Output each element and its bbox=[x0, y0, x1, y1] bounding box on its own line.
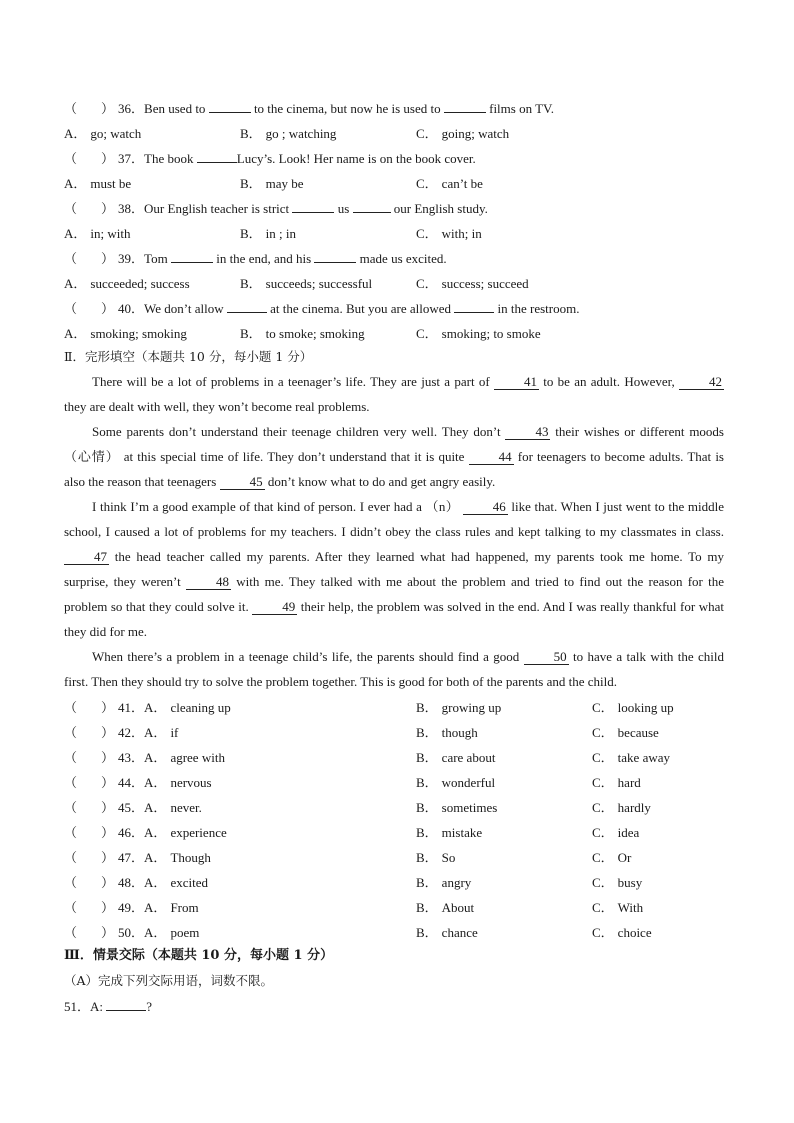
option-a[interactable] bbox=[144, 725, 178, 740]
question-number: 39 bbox=[118, 251, 132, 266]
option-text: go ; watching bbox=[265, 126, 337, 141]
cloze-text: they are dealt with well, they won’t become real problems. bbox=[64, 399, 370, 414]
option-c[interactable] bbox=[416, 326, 541, 342]
answer-blank[interactable] bbox=[444, 101, 486, 113]
option-a[interactable] bbox=[144, 925, 199, 940]
option-a[interactable] bbox=[144, 900, 199, 915]
cloze-text: their help, the problem was solved in the end. And I was really thankful for what they did for me. bbox=[64, 599, 724, 639]
option-text: never. bbox=[170, 800, 202, 815]
question-stem-part: our English study. bbox=[390, 201, 488, 216]
option-letter: C． bbox=[592, 750, 614, 765]
question-number: 40 bbox=[118, 301, 132, 316]
option-letter: A． bbox=[144, 775, 167, 790]
answer-paren-open[interactable]: （ bbox=[64, 151, 78, 166]
option-letter: C． bbox=[416, 176, 438, 191]
cloze-text: Some parents don’t understand their teenage children very well. They don’t bbox=[92, 424, 506, 439]
cloze-text: like that. When I just went to the middle school, I caused a lot of problems for my teachers. I didn’t obey the class rules and kept talking to my classmates in class. bbox=[64, 499, 724, 539]
answer-paren-close[interactable]: ） bbox=[101, 825, 115, 840]
question-stem-part: Tom bbox=[144, 251, 171, 266]
question-mark: ? bbox=[146, 999, 153, 1014]
option-text: nervous bbox=[170, 775, 212, 790]
answer-paren-close[interactable]: ） bbox=[101, 101, 115, 116]
answer-paren-open[interactable]: （ bbox=[64, 101, 78, 116]
option-letter: A． bbox=[64, 126, 87, 141]
option-c[interactable] bbox=[592, 900, 643, 916]
option-letter: C． bbox=[592, 825, 614, 840]
option-text: Though bbox=[170, 850, 211, 865]
answer-paren-open[interactable]: （ bbox=[64, 750, 78, 765]
option-text: care about bbox=[441, 750, 496, 765]
answer-paren-open[interactable]: （ bbox=[64, 700, 78, 715]
option-a[interactable] bbox=[144, 825, 227, 840]
speaker-label: A: bbox=[90, 999, 107, 1014]
question-number: 49 bbox=[118, 900, 132, 915]
cloze-blank-45[interactable]: 45 bbox=[220, 475, 265, 490]
option-letter: B． bbox=[416, 875, 438, 890]
option-a[interactable] bbox=[144, 850, 211, 865]
answer-blank[interactable] bbox=[292, 201, 334, 213]
answer-blank[interactable] bbox=[106, 999, 146, 1011]
option-b[interactable] bbox=[240, 326, 365, 342]
cloze-option-row bbox=[64, 825, 227, 841]
cloze-option-row bbox=[64, 725, 178, 741]
question-number: 37 bbox=[118, 151, 132, 166]
question-row bbox=[64, 151, 476, 167]
option-letter: B． bbox=[416, 825, 438, 840]
question-number: 44 bbox=[118, 775, 132, 790]
option-b[interactable] bbox=[240, 276, 372, 292]
question-number: 38 bbox=[118, 201, 132, 216]
cloze-text: When there’s a problem in a teenage child’s life, the parents should find a good bbox=[92, 649, 524, 664]
option-c[interactable] bbox=[592, 750, 670, 766]
question-stem-part: us bbox=[334, 201, 353, 216]
option-letter: B． bbox=[240, 176, 262, 191]
option-b[interactable] bbox=[416, 875, 471, 891]
answer-paren-close[interactable]: ） bbox=[101, 750, 115, 765]
question-number: 36 bbox=[118, 101, 132, 116]
question-number: 48 bbox=[118, 875, 132, 890]
answer-paren-open[interactable]: （ bbox=[64, 725, 78, 740]
question-row bbox=[64, 251, 447, 267]
question-stem-part: Our English teacher is strict bbox=[144, 201, 293, 216]
option-letter: A． bbox=[144, 800, 167, 815]
cloze-option-row bbox=[64, 750, 225, 766]
option-text: must be bbox=[90, 176, 132, 191]
option-letter: A． bbox=[144, 725, 167, 740]
option-b[interactable] bbox=[416, 725, 478, 741]
question-stem-part: to the cinema, but now he is used to bbox=[250, 101, 444, 116]
option-letter: A． bbox=[144, 875, 167, 890]
answer-paren-close[interactable]: ） bbox=[101, 725, 115, 740]
section-3-title: Ⅲ．情景交际（本题共 10 分，每小题 1 分） bbox=[64, 948, 334, 963]
number-dot: ． bbox=[131, 750, 145, 765]
number-dot: ． bbox=[131, 151, 145, 166]
option-text: Or bbox=[617, 850, 632, 865]
option-text: smoking; to smoke bbox=[441, 326, 541, 341]
option-text: success; succeed bbox=[441, 276, 529, 291]
cloze-text: with me. They talked with me about the problem and tried to find out the reason for the problem so that they could solve it. bbox=[64, 574, 724, 614]
option-text: busy bbox=[617, 875, 643, 890]
number-dot: ． bbox=[131, 850, 145, 865]
answer-paren-open[interactable]: （ bbox=[64, 825, 78, 840]
answer-paren-open[interactable]: （ bbox=[64, 925, 78, 940]
answer-blank[interactable] bbox=[227, 301, 267, 313]
question-stem-part: in the end, and his bbox=[212, 251, 315, 266]
answer-paren-close[interactable]: ） bbox=[101, 800, 115, 815]
number-dot: ． bbox=[131, 800, 145, 815]
option-c[interactable] bbox=[592, 850, 631, 866]
option-a[interactable] bbox=[144, 750, 225, 765]
answer-paren-open[interactable]: （ bbox=[64, 301, 78, 316]
option-text: though bbox=[441, 725, 478, 740]
option-letter: C． bbox=[416, 276, 438, 291]
option-c[interactable] bbox=[416, 276, 529, 292]
cloze-option-row bbox=[64, 800, 202, 816]
option-text: angry bbox=[441, 875, 472, 890]
option-b[interactable] bbox=[416, 800, 497, 816]
question-stem-part: films on TV. bbox=[485, 101, 555, 116]
option-letter: B． bbox=[240, 126, 262, 141]
option-text: mistake bbox=[441, 825, 483, 840]
option-c[interactable] bbox=[592, 700, 674, 716]
option-text: to smoke; smoking bbox=[265, 326, 365, 341]
answer-paren-close[interactable]: ） bbox=[101, 875, 115, 890]
option-text: wonderful bbox=[441, 775, 496, 790]
cloze-text: their wishes or different moods（心情） at this special time of life. They don’t understand that it is quite bbox=[64, 424, 724, 464]
option-text: So bbox=[441, 850, 456, 865]
option-letter: B． bbox=[416, 700, 438, 715]
option-letter: C． bbox=[592, 900, 614, 915]
option-c[interactable] bbox=[592, 800, 651, 816]
option-letter: C． bbox=[416, 226, 438, 241]
option-text: take away bbox=[617, 750, 671, 765]
option-letter: B． bbox=[416, 750, 438, 765]
answer-paren-close[interactable]: ） bbox=[101, 251, 115, 266]
option-letter: A． bbox=[64, 226, 87, 241]
option-letter: A． bbox=[144, 700, 167, 715]
section-2-title: Ⅱ．完形填空（本题共 10 分，每小题 1 分） bbox=[64, 349, 313, 364]
question-number: 45 bbox=[118, 800, 132, 815]
option-a[interactable] bbox=[144, 700, 231, 715]
question-row bbox=[64, 201, 488, 217]
option-text: poem bbox=[170, 925, 200, 940]
option-a[interactable] bbox=[144, 875, 208, 890]
question-number: 41 bbox=[118, 700, 132, 715]
option-c[interactable] bbox=[592, 825, 639, 841]
answer-paren-open[interactable]: （ bbox=[64, 201, 78, 216]
option-text: going; watch bbox=[441, 126, 510, 141]
cloze-paragraph bbox=[64, 419, 724, 494]
option-text: go; watch bbox=[90, 126, 142, 141]
option-text: succeeds; successful bbox=[265, 276, 373, 291]
option-a[interactable] bbox=[144, 800, 202, 815]
question-row bbox=[64, 101, 554, 117]
option-letter: A． bbox=[144, 750, 167, 765]
option-letter: A． bbox=[144, 925, 167, 940]
answer-blank[interactable] bbox=[353, 201, 391, 213]
option-c[interactable] bbox=[592, 925, 652, 941]
cloze-paragraph bbox=[64, 494, 724, 644]
option-c[interactable] bbox=[416, 126, 509, 142]
cloze-blank-49[interactable]: 49 bbox=[252, 600, 297, 615]
option-text: From bbox=[170, 900, 199, 915]
question-number: 46 bbox=[118, 825, 132, 840]
option-letter: C． bbox=[416, 126, 438, 141]
option-letter: C． bbox=[592, 850, 614, 865]
number-dot: ． bbox=[131, 201, 145, 216]
cloze-option-row bbox=[64, 925, 199, 941]
option-letter: A． bbox=[144, 850, 167, 865]
answer-paren-close[interactable]: ） bbox=[101, 925, 115, 940]
answer-paren-close[interactable]: ） bbox=[101, 850, 115, 865]
option-text: looking up bbox=[617, 700, 674, 715]
option-a[interactable] bbox=[144, 775, 212, 790]
option-b[interactable] bbox=[416, 825, 482, 841]
option-text: With bbox=[617, 900, 644, 915]
option-text: succeeded; success bbox=[90, 276, 190, 291]
option-letter: A． bbox=[64, 176, 87, 191]
answer-paren-open[interactable]: （ bbox=[64, 875, 78, 890]
question-stem-part: The book bbox=[144, 151, 197, 166]
option-c[interactable] bbox=[592, 775, 641, 791]
option-letter: C． bbox=[592, 800, 614, 815]
cloze-text: to be an adult. However, bbox=[538, 374, 679, 389]
answer-paren-open[interactable]: （ bbox=[64, 900, 78, 915]
option-letter: B． bbox=[416, 850, 438, 865]
option-b[interactable] bbox=[240, 226, 296, 242]
option-text: hardly bbox=[617, 800, 651, 815]
number-dot: ． bbox=[131, 700, 145, 715]
option-text: experience bbox=[170, 825, 227, 840]
option-text: because bbox=[617, 725, 659, 740]
option-letter: B． bbox=[416, 900, 438, 915]
number-dot: ． bbox=[131, 101, 145, 116]
option-b[interactable] bbox=[416, 700, 501, 716]
cloze-text: don’t know what to do and get angry easily. bbox=[264, 474, 496, 489]
section-3-instruction: （A）完成下列交际用语，词数不限。 bbox=[64, 973, 274, 988]
answer-paren-open[interactable]: （ bbox=[64, 800, 78, 815]
option-b[interactable] bbox=[240, 126, 336, 142]
option-letter: A． bbox=[144, 900, 167, 915]
option-b[interactable] bbox=[416, 925, 478, 941]
question-stem-part: made us excited. bbox=[356, 251, 447, 266]
option-letter: C． bbox=[592, 700, 614, 715]
number-dot: ． bbox=[131, 875, 145, 890]
answer-blank[interactable] bbox=[209, 101, 251, 113]
number-dot: ． bbox=[131, 725, 145, 740]
number-dot: ． bbox=[131, 251, 145, 266]
question-stem-part: at the cinema. But you are allowed bbox=[266, 301, 455, 316]
option-letter: B． bbox=[240, 326, 262, 341]
option-a[interactable] bbox=[64, 276, 190, 292]
option-letter: C． bbox=[416, 326, 438, 341]
answer-blank[interactable] bbox=[197, 151, 237, 163]
option-letter: A． bbox=[144, 825, 167, 840]
option-text: hard bbox=[617, 775, 641, 790]
option-text: sometimes bbox=[441, 800, 498, 815]
option-letter: B． bbox=[240, 276, 262, 291]
option-text: cleaning up bbox=[170, 700, 231, 715]
option-c[interactable] bbox=[416, 176, 483, 192]
option-text: growing up bbox=[441, 700, 502, 715]
cloze-blank-44[interactable]: 44 bbox=[469, 450, 514, 465]
cloze-option-row bbox=[64, 775, 212, 791]
option-letter: B． bbox=[416, 925, 438, 940]
answer-paren-close[interactable]: ） bbox=[101, 201, 115, 216]
question-number: 51． bbox=[64, 999, 91, 1014]
option-text: in ; in bbox=[265, 226, 297, 241]
cloze-text: There will be a lot of problems in a teenager’s life. They are just a part of bbox=[92, 374, 494, 389]
option-letter: C． bbox=[592, 925, 614, 940]
option-letter: C． bbox=[592, 775, 614, 790]
number-dot: ． bbox=[131, 301, 145, 316]
option-text: can’t be bbox=[441, 176, 483, 191]
option-c[interactable] bbox=[592, 725, 659, 741]
option-letter: B． bbox=[416, 775, 438, 790]
option-b[interactable] bbox=[416, 900, 474, 916]
question-number: 50 bbox=[118, 925, 132, 940]
number-dot: ． bbox=[131, 825, 145, 840]
option-text: agree with bbox=[170, 750, 225, 765]
cloze-text: to have a talk with the child first. Then they should try to solve the problem together. This is good for both of the parents and the child. bbox=[64, 649, 725, 689]
option-letter: A． bbox=[64, 326, 87, 341]
question-stem-part: Lucy’s. Look! Her name is on the book cover. bbox=[236, 151, 476, 166]
option-text: idea bbox=[617, 825, 640, 840]
question-number: 47 bbox=[118, 850, 132, 865]
cloze-blank-42[interactable]: 42 bbox=[679, 375, 724, 390]
cloze-blank-50[interactable]: 50 bbox=[524, 650, 569, 665]
number-dot: ． bbox=[131, 925, 145, 940]
answer-paren-close[interactable]: ） bbox=[101, 775, 115, 790]
option-b[interactable] bbox=[416, 775, 495, 791]
option-letter: B． bbox=[240, 226, 262, 241]
question-stem-part: Ben used to bbox=[144, 101, 209, 116]
option-letter: B． bbox=[416, 725, 438, 740]
option-a[interactable] bbox=[64, 176, 131, 192]
option-c[interactable] bbox=[416, 226, 482, 242]
answer-paren-close[interactable]: ） bbox=[101, 700, 115, 715]
option-b[interactable] bbox=[416, 750, 495, 766]
answer-paren-open[interactable]: （ bbox=[64, 775, 78, 790]
cloze-option-row bbox=[64, 850, 211, 866]
answer-blank[interactable] bbox=[314, 251, 356, 263]
option-b[interactable] bbox=[416, 850, 455, 866]
answer-paren-close[interactable]: ） bbox=[101, 151, 115, 166]
question-row bbox=[64, 301, 579, 317]
answer-paren-close[interactable]: ） bbox=[101, 900, 115, 915]
option-text: with; in bbox=[441, 226, 482, 241]
cloze-text: the head teacher called my parents. After they learned what had happened, my parents took me home. To my surprise, they weren’t bbox=[64, 549, 724, 589]
question-stem-part: in the restroom. bbox=[494, 301, 580, 316]
number-dot: ． bbox=[131, 775, 145, 790]
question-51 bbox=[64, 999, 152, 1015]
answer-paren-open[interactable]: （ bbox=[64, 850, 78, 865]
cloze-option-row bbox=[64, 900, 199, 916]
cloze-paragraph bbox=[64, 644, 724, 694]
cloze-blank-47[interactable]: 47 bbox=[64, 550, 109, 565]
option-text: excited bbox=[170, 875, 208, 890]
option-text: smoking; smoking bbox=[90, 326, 187, 341]
cloze-blank-48[interactable]: 48 bbox=[186, 575, 231, 590]
option-c[interactable] bbox=[592, 875, 642, 891]
number-dot: ． bbox=[131, 900, 145, 915]
answer-paren-close[interactable]: ） bbox=[101, 301, 115, 316]
answer-paren-open[interactable]: （ bbox=[64, 251, 78, 266]
question-number: 42 bbox=[118, 725, 132, 740]
cloze-blank-41[interactable]: 41 bbox=[494, 375, 539, 390]
option-text: if bbox=[170, 725, 179, 740]
option-text: About bbox=[441, 900, 475, 915]
option-text: choice bbox=[617, 925, 652, 940]
cloze-option-row bbox=[64, 700, 231, 716]
cloze-text: I think I’m a good example of that kind of person. I ever had a （n） bbox=[92, 499, 463, 514]
option-text: in; with bbox=[90, 226, 131, 241]
option-letter: B． bbox=[416, 800, 438, 815]
option-a[interactable] bbox=[64, 226, 130, 242]
option-text: may be bbox=[265, 176, 304, 191]
option-a[interactable] bbox=[64, 126, 141, 142]
option-a[interactable] bbox=[64, 326, 187, 342]
answer-blank[interactable] bbox=[454, 301, 494, 313]
option-letter: A． bbox=[64, 276, 87, 291]
option-b[interactable] bbox=[240, 176, 304, 192]
cloze-blank-46[interactable]: 46 bbox=[463, 500, 508, 515]
cloze-option-row bbox=[64, 875, 208, 891]
cloze-blank-43[interactable]: 43 bbox=[505, 425, 550, 440]
cloze-paragraph bbox=[64, 369, 724, 419]
question-stem-part: We don’t allow bbox=[144, 301, 227, 316]
question-number: 43 bbox=[118, 750, 132, 765]
option-letter: C． bbox=[592, 725, 614, 740]
cloze-text: for teenagers to become adults. That is also the reason that teenagers bbox=[64, 449, 724, 489]
option-text: chance bbox=[441, 925, 478, 940]
answer-blank[interactable] bbox=[171, 251, 213, 263]
option-letter: C． bbox=[592, 875, 614, 890]
